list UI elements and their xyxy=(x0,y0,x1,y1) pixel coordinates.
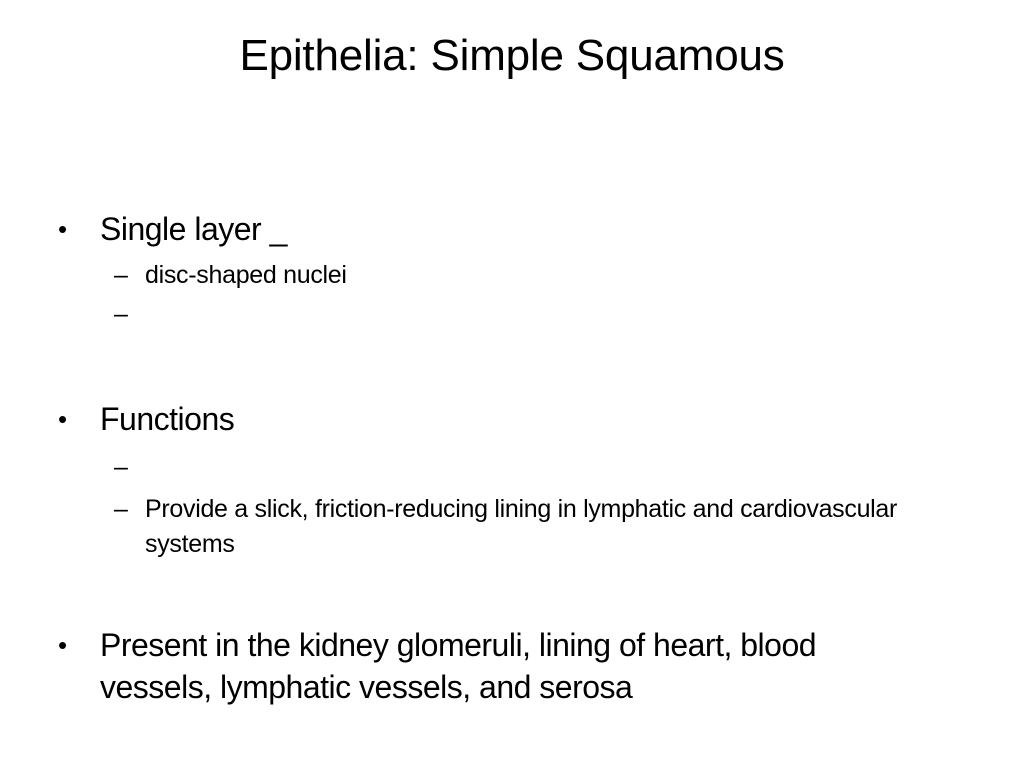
dash-marker: – xyxy=(114,453,128,481)
bullet-marker: • xyxy=(58,214,67,244)
bullet-item-single-layer xyxy=(58,208,980,250)
slide-title: Epithelia: Simple Squamous xyxy=(239,31,785,80)
bullet-marker: • xyxy=(58,404,67,434)
dash-marker: – xyxy=(114,495,128,523)
sub-item-text: disc-shaped nuclei xyxy=(145,261,347,289)
sub-item-disc-shaped-nuclei xyxy=(114,258,945,293)
bullet-text: Functions xyxy=(100,401,235,437)
sub-item-text: Provide a slick, friction-reducing lining in lymphatic and cardiovascular systems xyxy=(145,495,898,558)
bullet-text: Single layer _ xyxy=(100,211,287,247)
sub-item-provide-lining xyxy=(114,492,915,562)
bullet-marker: • xyxy=(58,630,67,660)
dash-marker: – xyxy=(114,261,128,289)
bullet-item-present-in xyxy=(58,624,930,708)
dash-marker: – xyxy=(114,300,128,328)
bullet-text: Present in the kidney glomeruli, lining of heart, blood vessels, lymphatic vessels, and serosa xyxy=(100,627,817,705)
bullet-item-functions xyxy=(58,398,980,440)
